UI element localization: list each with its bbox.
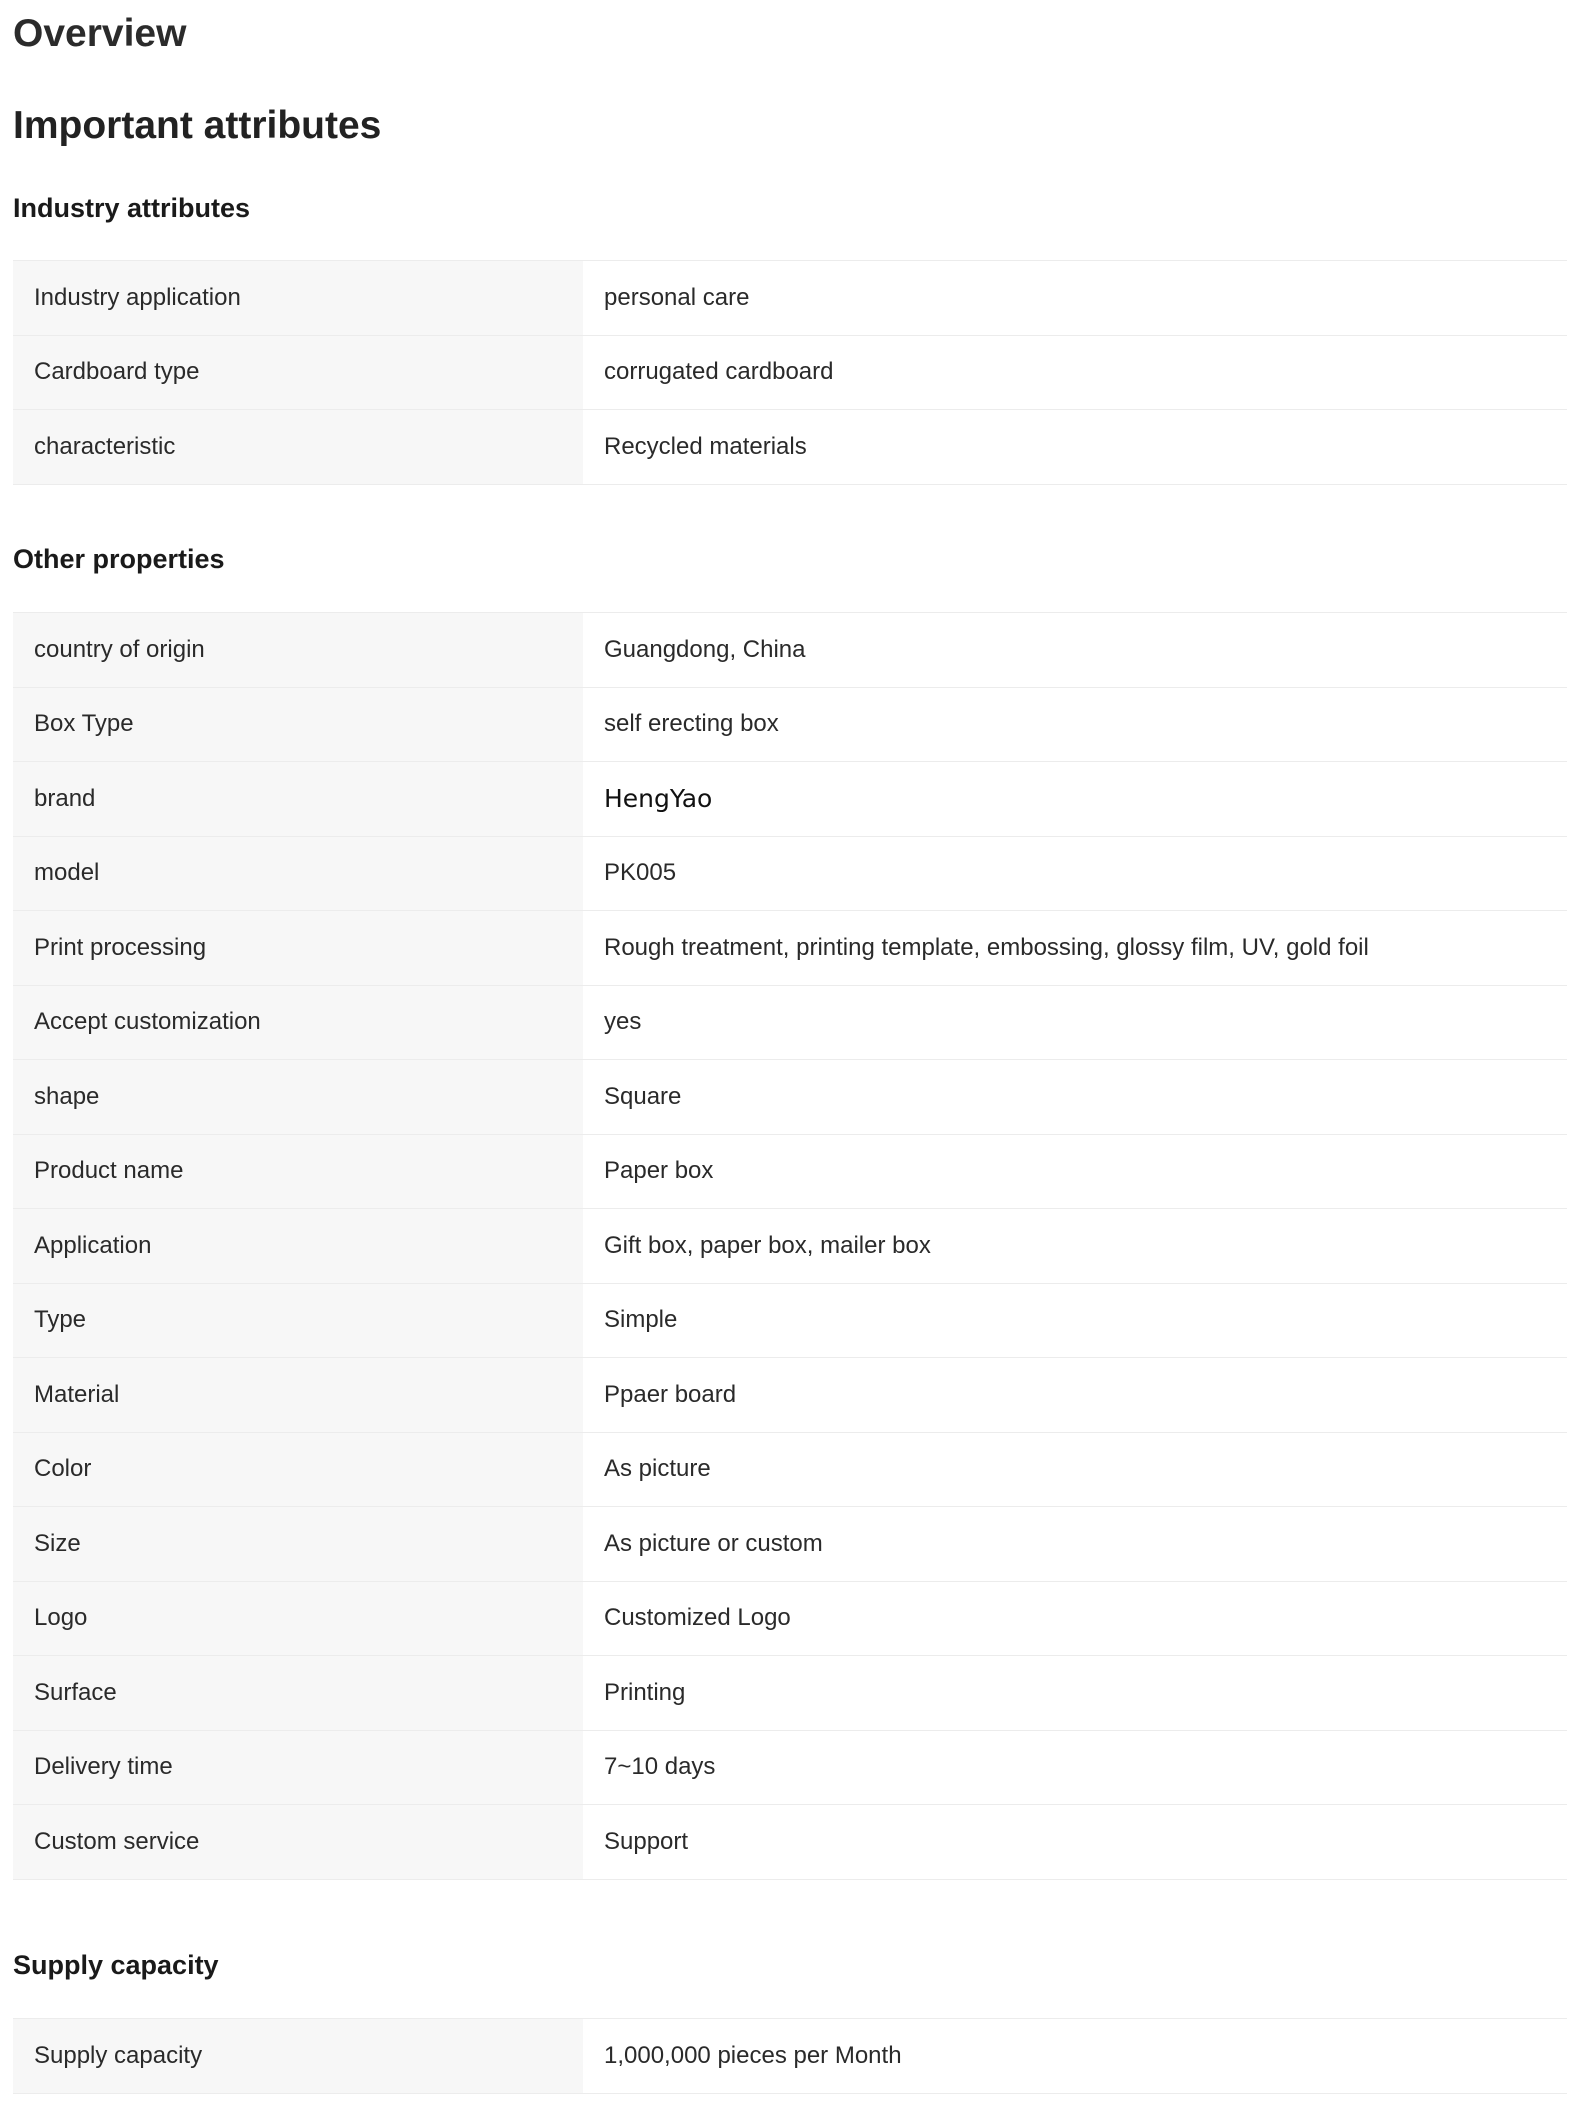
attribute-label: Type <box>13 1284 583 1358</box>
table-row <box>13 1433 1567 1508</box>
attribute-value: Ppaer board <box>583 1358 1567 1432</box>
attribute-value: Support <box>583 1805 1567 1879</box>
attribute-label: Logo <box>13 1582 583 1656</box>
attribute-label: Accept customization <box>13 986 583 1060</box>
attribute-value: 7~10 days <box>583 1731 1567 1805</box>
attribute-value: Recycled materials <box>583 410 1567 484</box>
attribute-label: Box Type <box>13 688 583 762</box>
attribute-label: Application <box>13 1209 583 1283</box>
table-row <box>13 1358 1567 1433</box>
other-properties-table <box>13 612 1567 1880</box>
table-row <box>13 688 1567 763</box>
attribute-label: Print processing <box>13 911 583 985</box>
table-row <box>13 1060 1567 1135</box>
attribute-label: characteristic <box>13 410 583 484</box>
overview-heading: Overview <box>13 12 187 55</box>
attribute-value: Rough treatment, printing template, embossing, glossy film, UV, gold foil <box>583 911 1567 985</box>
attribute-label: Supply capacity <box>13 2019 583 2093</box>
attribute-label: Material <box>13 1358 583 1432</box>
attribute-value: yes <box>583 986 1567 1060</box>
attribute-value: Square <box>583 1060 1567 1134</box>
attribute-value: 1,000,000 pieces per Month <box>583 2019 1567 2093</box>
attribute-value: As picture <box>583 1433 1567 1507</box>
table-row <box>13 613 1567 688</box>
attribute-value: Gift box, paper box, mailer box <box>583 1209 1567 1283</box>
attribute-value: self erecting box <box>583 688 1567 762</box>
industry-attributes-heading: Industry attributes <box>13 193 251 223</box>
table-row <box>13 986 1567 1061</box>
attribute-value: Guangdong, China <box>583 613 1567 687</box>
attribute-label: Industry application <box>13 261 583 335</box>
attribute-label: Custom service <box>13 1805 583 1879</box>
other-properties-heading: Other properties <box>13 544 225 574</box>
attribute-label: model <box>13 837 583 911</box>
supply-capacity-table <box>13 2018 1567 2094</box>
table-row <box>13 1656 1567 1731</box>
attribute-value: corrugated cardboard <box>583 336 1567 410</box>
table-row <box>13 1582 1567 1657</box>
attribute-label: Product name <box>13 1135 583 1209</box>
attribute-value: personal care <box>583 261 1567 335</box>
attribute-label: Surface <box>13 1656 583 1730</box>
attribute-value: As picture or custom <box>583 1507 1567 1581</box>
attribute-label: shape <box>13 1060 583 1134</box>
table-row <box>13 837 1567 912</box>
attribute-label: brand <box>13 762 583 836</box>
table-row <box>13 1135 1567 1210</box>
attribute-label: Cardboard type <box>13 336 583 410</box>
important-attributes-heading: Important attributes <box>13 104 382 147</box>
attribute-label: Size <box>13 1507 583 1581</box>
attribute-value: PK005 <box>583 837 1567 911</box>
table-row <box>13 1209 1567 1284</box>
attribute-value: Paper box <box>583 1135 1567 1209</box>
table-row <box>13 911 1567 986</box>
brand-value: HengYao <box>604 784 713 814</box>
table-row <box>13 410 1567 485</box>
supply-capacity-heading: Supply capacity <box>13 1950 219 1980</box>
table-row <box>13 1805 1567 1880</box>
table-row <box>13 762 1567 837</box>
attribute-value: Printing <box>583 1656 1567 1730</box>
attribute-label: Color <box>13 1433 583 1507</box>
attribute-label: Delivery time <box>13 1731 583 1805</box>
attribute-value: Customized Logo <box>583 1582 1567 1656</box>
attribute-value <box>583 762 1567 836</box>
table-row <box>13 1507 1567 1582</box>
table-row <box>13 336 1567 411</box>
industry-attributes-table <box>13 260 1567 485</box>
table-row <box>13 2019 1567 2094</box>
table-row <box>13 1284 1567 1359</box>
attribute-value: Simple <box>583 1284 1567 1358</box>
table-row <box>13 1731 1567 1806</box>
table-row <box>13 261 1567 336</box>
attribute-label: country of origin <box>13 613 583 687</box>
